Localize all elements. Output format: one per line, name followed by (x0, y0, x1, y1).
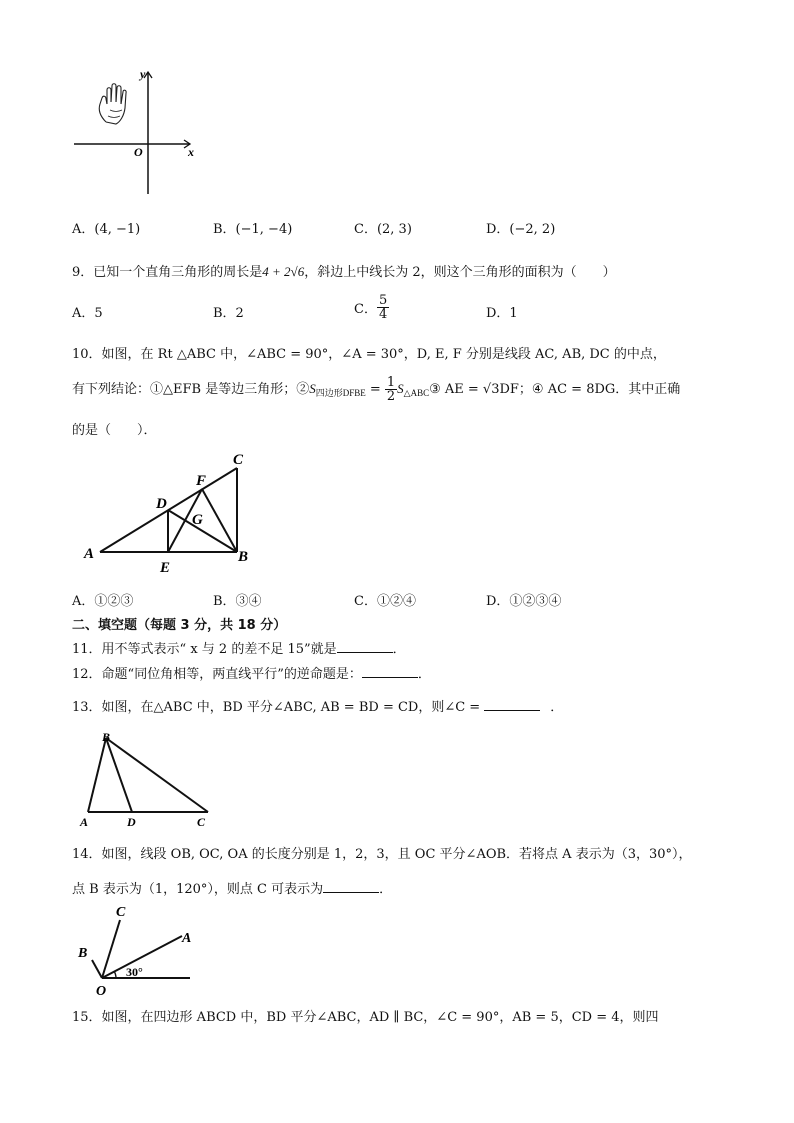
q10-frac-num: 1 (386, 375, 396, 390)
q11-answer-blank (337, 642, 393, 653)
q12-end: ． (417, 667, 431, 682)
q10-option-b: B．③④ (213, 594, 262, 609)
q10-line-1: 10．如图，在 Rt △ABC 中，∠ABC = 90°，∠A = 30°，D, E, F 分别是线段 AC, AB, DC 的中点， (72, 347, 666, 362)
q13-text: 13．如图，在△ABC 中，BD 平分∠ABC, AB = BD = CD，则∠C = (72, 700, 481, 715)
q11 (72, 638, 406, 657)
q9-option-c (354, 294, 389, 321)
y-axis-label: y (140, 67, 146, 81)
q10-label-e: E (160, 560, 171, 576)
q10-equals: = (365, 382, 385, 397)
q10-option-c: C．①②④ (354, 594, 416, 609)
q10-label-f: F (196, 473, 207, 489)
origin-label: O (134, 145, 143, 159)
q10-label-b: B (238, 549, 249, 565)
q13-label-d: D (127, 815, 136, 829)
q10-triangle-figure (80, 448, 260, 578)
q10-s1: S (309, 381, 316, 396)
q10-label-g: G (192, 512, 203, 528)
q9-option-a: A．5 (72, 306, 103, 321)
q9-option-c-numerator: 5 (378, 293, 388, 308)
q10-label-a: A (84, 546, 95, 562)
q14-label-c: C (116, 905, 126, 920)
q10-label-d: D (156, 496, 167, 512)
q9-stem-math: 4 + 2√6 (262, 264, 305, 279)
q10-s2-sub: △ABC (403, 388, 430, 398)
x-axis-label: x (188, 145, 194, 159)
q13-label-c: C (197, 815, 206, 829)
q14-answer-blank (323, 882, 379, 893)
q9-stem-text-b: ，斜边上中线长为 2，则这个三角形的面积为（ ） (304, 265, 616, 280)
q14-angle-label: 30° (126, 965, 143, 979)
q13-answer-blank (484, 700, 540, 711)
q13-label-a: A (80, 815, 89, 829)
q12-text: 12．命题“同位角相等，两直线平行”的逆命题是： (72, 667, 362, 682)
q12-answer-blank (362, 667, 418, 678)
q14-angle-figure (72, 902, 202, 998)
q10-label-c: C (233, 452, 244, 468)
q13-end: ． (550, 700, 564, 715)
q8-option-c: C．(2, 3) (354, 222, 412, 237)
q13-triangle-figure (76, 728, 216, 830)
q10-line-2 (72, 376, 680, 403)
q11-text: 11．用不等式表示“ x 与 2 的差不足 15”就是 (72, 642, 337, 657)
q10-s2: S (397, 381, 404, 396)
q14-label-b: B (78, 946, 88, 961)
q10-line2-text-b: ③ AE = √3DF；④ AC = 8DG．其中正确 (429, 382, 681, 397)
q9-option-c-denominator: 4 (378, 307, 388, 322)
q10-option-a: A．①②③ (72, 594, 134, 609)
q14-line-1: 14．如图，线段 OB, OC, OA 的长度分别是 1，2，3，且 OC 平分∠AOB．若将点 A 表示为（3，30°）， (72, 847, 692, 862)
q9-option-c-prefix: C． (354, 302, 377, 317)
q10-s1-sub: 四边形DFBE (315, 388, 366, 398)
q15-text: 15．如图，在四边形 ABCD 中，BD 平分∠ABC，AD ∥ BC，∠C = 90°，AB = 5，CD = 4，则四 (72, 1010, 659, 1025)
hand-icon (99, 84, 126, 124)
q9-option-b: B．2 (213, 306, 244, 321)
q8-option-d: D．(−2, 2) (486, 222, 556, 237)
q14-line2-text: 点 B 表示为（1，120°），则点 C 可表示为 (72, 882, 324, 897)
q8-option-b: B．(−1, −4) (213, 222, 293, 237)
q8-option-a: A．(4, −1) (72, 222, 141, 237)
q14-line-2 (72, 878, 392, 897)
q14-label-o: O (96, 984, 107, 998)
q10-line2-text-a: 有下列结论：①△EFB 是等边三角形；② (72, 382, 310, 397)
q13-label-b: B (102, 730, 111, 744)
q9-stem-text-a: 9．已知一个直角三角形的周长是 (72, 265, 263, 280)
q10-area-s2 (397, 381, 429, 396)
q9-stem (72, 261, 616, 280)
q10-line-3: 的是（ ）． (72, 423, 157, 438)
q13 (72, 696, 563, 715)
q9-option-d: D．1 (486, 306, 518, 321)
q10-option-d: D．①②③④ (486, 594, 562, 609)
q14-label-a: A (182, 931, 192, 946)
section-heading: 二、填空题（每题 3 分，共 18 分） (72, 618, 287, 633)
q10-area-s1 (309, 381, 366, 396)
q12 (72, 663, 431, 682)
q10-frac-den: 2 (386, 389, 396, 404)
hand-coordinate-figure (70, 66, 210, 198)
q11-end: ． (392, 642, 406, 657)
q14-end: ． (379, 882, 393, 897)
